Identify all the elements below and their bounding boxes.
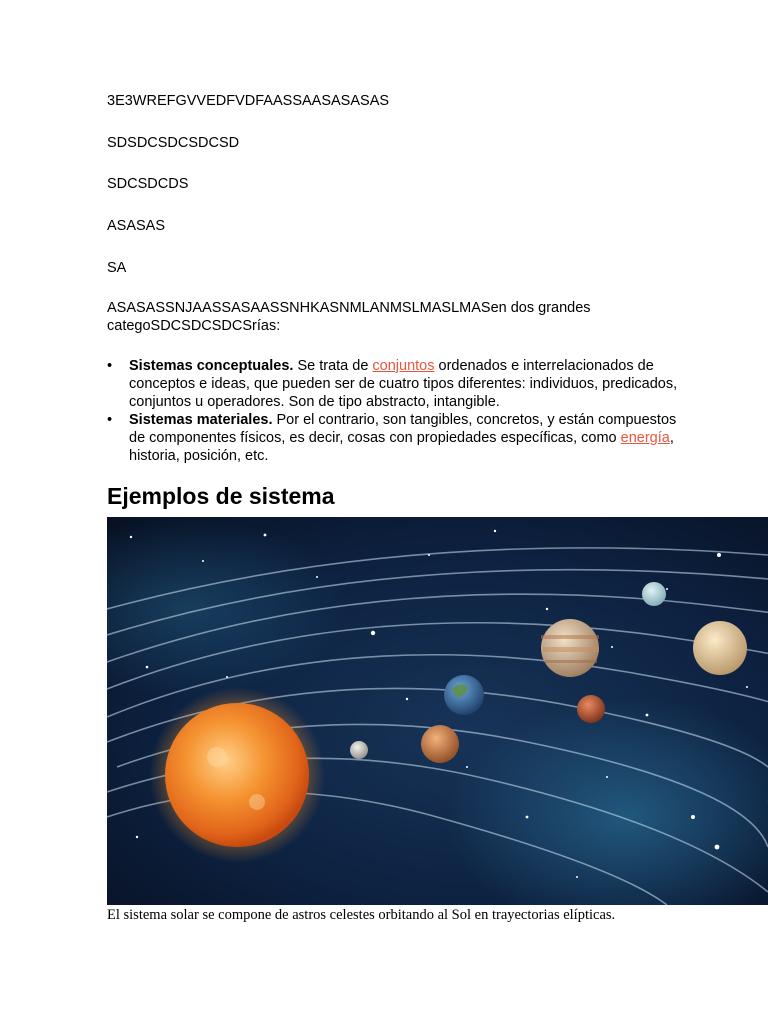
text-line-3: SDCSDCDS — [107, 176, 189, 192]
mercury — [350, 741, 368, 759]
venus — [421, 725, 459, 763]
link-energia[interactable]: energía — [620, 430, 670, 446]
solar-system-image — [107, 517, 768, 905]
intro-paragraph: ASASASSNJAASSASAASSNHKASNMLANMSLMASLMASen dos grandes categoSDCSDCSDCSrías: — [107, 300, 591, 334]
text-line-1: 3E3WREFGVVEDFVDFAASSAASASASAS — [107, 93, 390, 109]
earth — [444, 675, 484, 715]
term-material: Sistemas materiales. — [129, 412, 273, 428]
list-item-material-systems — [107, 411, 687, 465]
text-line-4: ASASAS — [107, 218, 166, 234]
systems-list — [107, 357, 687, 465]
saturn — [693, 621, 747, 675]
figure-caption: El sistema solar se compone de astros celestes orbitando al Sol en trayectorias elípticas. — [107, 907, 616, 923]
link-conjuntos[interactable]: conjuntos — [372, 358, 435, 374]
text-line-2: SDSDCSDCSDCSD — [107, 135, 240, 151]
uranus — [642, 582, 666, 606]
bullet-point: • — [107, 412, 113, 428]
mars — [577, 695, 605, 723]
section-heading: Ejemplos de sistema — [107, 483, 335, 509]
sun-flare — [207, 747, 227, 767]
list-item-conceptual-systems — [107, 357, 687, 411]
text-fragment: Se trata de — [293, 358, 373, 374]
term-conceptual: Sistemas conceptuales. — [129, 358, 294, 374]
bullet-point: • — [107, 358, 113, 374]
sun — [165, 703, 309, 847]
text-fragment: Por el contrario, son tangibles, concretos, y están compuestos de componentes físicos, es decir, cosas con propiedades específicas, como — [129, 412, 677, 446]
sun-flare — [249, 794, 265, 810]
text-line-5: SA — [107, 260, 127, 276]
text-fragment: , historia, posición, etc. — [129, 430, 674, 464]
text-fragment: ordenados e interrelacionados de conceptos e ideas, que pueden ser de cuatro tipos diferentes: individuos, predicados, conjuntos u operadores. Son de tipo abstracto, intangible. — [129, 358, 678, 410]
